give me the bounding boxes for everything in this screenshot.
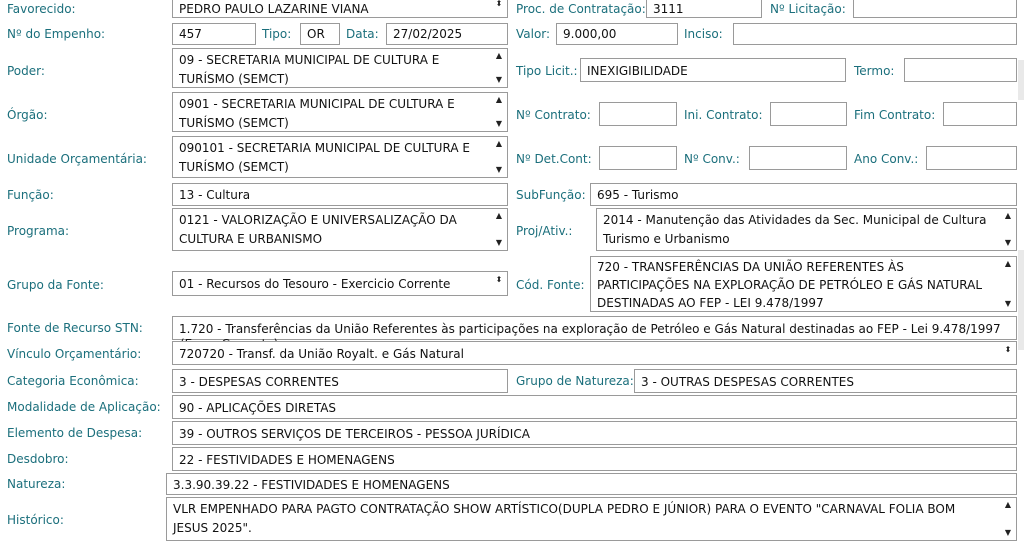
categoria-economica-field[interactable] bbox=[172, 369, 508, 393]
n-contrato-label: Nº Contrato: bbox=[516, 108, 591, 122]
subfuncao-value: 695 - Turismo bbox=[597, 188, 679, 202]
vinculo-orcamentario-field[interactable] bbox=[172, 341, 1017, 365]
tipo-licit-field[interactable] bbox=[580, 58, 846, 82]
tipo-licit-label: Tipo Licit.: bbox=[516, 64, 578, 78]
historico-value: VLR EMPENHADO PARA PAGTO CONTRATAÇÃO SHOW ARTÍSTICO(DUPLA PEDRO E JÚNIOR) PARA O EVENTO "CARNAVAL FOLIA BOM JESUS 2025". bbox=[173, 502, 956, 535]
funcao-value: 13 - Cultura bbox=[179, 188, 251, 202]
valor-label: Valor: bbox=[516, 27, 551, 41]
orgao-value: 0901 - SECRETARIA MUNICIPAL DE CULTURA E TURÍSMO (SEMCT) bbox=[179, 97, 455, 130]
programa-field[interactable] bbox=[172, 208, 508, 251]
tipo-licit-value: INEXIGIBILIDADE bbox=[587, 64, 688, 78]
grupo-natureza-label: Grupo de Natureza: bbox=[516, 374, 634, 388]
favorecido-spin-icon[interactable]: ⬍ bbox=[495, 0, 503, 8]
fonte-recurso-stn-field[interactable] bbox=[172, 316, 1017, 340]
unidade-orcamentaria-field[interactable] bbox=[172, 136, 508, 178]
unidade-orcamentaria-value: 090101 - SECRETARIA MUNICIPAL DE CULTURA E TURÍSMO (SEMCT) bbox=[179, 141, 470, 174]
historico-field[interactable] bbox=[166, 497, 1017, 541]
poder-label: Poder: bbox=[7, 64, 45, 78]
cod-fonte-scroll-down-icon[interactable]: ▼ bbox=[1004, 299, 1012, 308]
poder-scroll-down-icon[interactable]: ▼ bbox=[495, 75, 503, 84]
poder-scroll-up-icon[interactable]: ▲ bbox=[495, 51, 503, 60]
vinculo-orcamentario-value: 720720 - Transf. da União Royalt. e Gás Natural bbox=[179, 347, 464, 361]
categoria-economica-label: Categoria Econômica: bbox=[7, 374, 139, 388]
elemento-despesa-label: Elemento de Despesa: bbox=[7, 426, 143, 440]
tipo-field[interactable] bbox=[300, 23, 340, 45]
subfuncao-field[interactable] bbox=[590, 183, 1017, 206]
proj-ativ-field[interactable] bbox=[596, 208, 1017, 251]
n-det-cont-field[interactable] bbox=[599, 146, 677, 170]
valor-field[interactable] bbox=[556, 23, 678, 45]
proj-ativ-scroll-down-icon[interactable]: ▼ bbox=[1004, 238, 1012, 247]
modalidade-aplicacao-label: Modalidade de Aplicação: bbox=[7, 400, 161, 414]
vinculo-spin-icon[interactable]: ⬍ bbox=[1004, 345, 1012, 354]
proj-ativ-scroll-up-icon[interactable]: ▲ bbox=[1004, 211, 1012, 220]
unidade-orcamentaria-label: Unidade Orçamentária: bbox=[7, 152, 147, 166]
natureza-label: Natureza: bbox=[7, 477, 66, 491]
favorecido-value: PEDRO PAULO LAZARINE VIANA bbox=[179, 2, 369, 16]
ano-conv-label: Ano Conv.: bbox=[854, 152, 919, 166]
termo-field[interactable] bbox=[904, 58, 1017, 82]
programa-scroll-down-icon[interactable]: ▼ bbox=[495, 238, 503, 247]
natureza-value: 3.3.90.39.22 - FESTIVIDADES E HOMENAGENS bbox=[173, 478, 450, 492]
fim-contrato-label: Fim Contrato: bbox=[854, 108, 936, 122]
cod-fonte-field[interactable] bbox=[590, 256, 1017, 312]
programa-value: 0121 - VALORIZAÇÃO E UNIVERSALIZAÇÃO DA CULTURA E URBANISMO bbox=[179, 213, 457, 246]
desdobro-value: 22 - FESTIVIDADES E HOMENAGENS bbox=[179, 453, 395, 467]
programa-scroll-up-icon[interactable]: ▲ bbox=[495, 211, 503, 220]
window-edge bbox=[1018, 250, 1024, 350]
n-conv-field[interactable] bbox=[749, 146, 847, 170]
orgao-label: Órgão: bbox=[7, 108, 48, 122]
elemento-despesa-field[interactable] bbox=[172, 421, 1017, 445]
funcao-field[interactable] bbox=[172, 183, 508, 206]
grupo-fonte-value: 01 - Recursos do Tesouro - Exercicio Corrente bbox=[179, 277, 451, 291]
poder-field[interactable] bbox=[172, 48, 508, 88]
cod-fonte-label: Cód. Fonte: bbox=[516, 278, 585, 292]
tipo-value: OR bbox=[307, 27, 325, 41]
unidade-scroll-up-icon[interactable]: ▲ bbox=[495, 139, 503, 148]
historico-scroll-up-icon[interactable]: ▲ bbox=[1004, 500, 1012, 509]
proj-ativ-label: Proj/Ativ.: bbox=[516, 224, 573, 238]
modalidade-aplicacao-field[interactable] bbox=[172, 395, 1017, 419]
ano-conv-field[interactable] bbox=[926, 146, 1017, 170]
grupo-fonte-spin-icon[interactable]: ⬍ bbox=[495, 275, 503, 284]
vinculo-orcamentario-label: Vínculo Orçamentário: bbox=[7, 347, 142, 361]
desdobro-label: Desdobro: bbox=[7, 452, 69, 466]
data-field[interactable] bbox=[386, 23, 508, 45]
proc-contratacao-value: 3111 bbox=[653, 2, 684, 16]
subfuncao-label: SubFunção: bbox=[516, 188, 586, 202]
grupo-fonte-field[interactable] bbox=[172, 271, 508, 296]
data-label: Data: bbox=[346, 27, 379, 41]
inciso-field[interactable] bbox=[733, 23, 1017, 45]
proj-ativ-value: 2014 - Manutenção das Atividades da Sec. Municipal de Cultura Turismo e Urbanismo bbox=[603, 213, 987, 246]
ini-contrato-field[interactable] bbox=[770, 102, 847, 126]
programa-label: Programa: bbox=[7, 224, 70, 238]
historico-label: Histórico: bbox=[7, 513, 64, 527]
cod-fonte-scroll-up-icon[interactable]: ▲ bbox=[1004, 259, 1012, 268]
grupo-natureza-field[interactable] bbox=[634, 369, 1017, 393]
n-conv-label: Nº Conv.: bbox=[684, 152, 740, 166]
orgao-field[interactable] bbox=[172, 92, 508, 132]
window-edge bbox=[1018, 60, 1024, 100]
favorecido-label: Favorecido: bbox=[7, 2, 76, 16]
n-empenho-field[interactable] bbox=[172, 23, 256, 45]
tipo-label: Tipo: bbox=[262, 27, 292, 41]
funcao-label: Função: bbox=[7, 188, 54, 202]
elemento-despesa-value: 39 - OUTROS SERVIÇOS DE TERCEIROS - PESSOA JURÍDICA bbox=[179, 427, 530, 441]
categoria-economica-value: 3 - DESPESAS CORRENTES bbox=[179, 375, 339, 389]
inciso-label: Inciso: bbox=[684, 27, 723, 41]
n-det-cont-label: Nº Det.Cont: bbox=[516, 152, 592, 166]
orgao-scroll-down-icon[interactable]: ▼ bbox=[495, 119, 503, 128]
grupo-natureza-value: 3 - OUTRAS DESPESAS CORRENTES bbox=[641, 375, 854, 389]
modalidade-aplicacao-value: 90 - APLICAÇÕES DIRETAS bbox=[179, 401, 337, 415]
cod-fonte-value: 720 - TRANSFERÊNCIAS DA UNIÃO REFERENTES ÀS PARTICIPAÇÕES NA EXPLORAÇÃO DE PETRÓLEO E GÁS NATURAL DESTINADAS AO FEP - LEI 9.478/1997 bbox=[597, 260, 983, 310]
poder-value: 09 - SECRETARIA MUNICIPAL DE CULTURA E TURÍSMO (SEMCT) bbox=[179, 53, 440, 86]
orgao-scroll-up-icon[interactable]: ▲ bbox=[495, 95, 503, 104]
termo-label: Termo: bbox=[854, 64, 895, 78]
proc-contratacao-label: Proc. de Contratação: bbox=[516, 2, 646, 16]
unidade-scroll-down-icon[interactable]: ▼ bbox=[495, 165, 503, 174]
historico-scroll-down-icon[interactable]: ▼ bbox=[1004, 528, 1012, 537]
grupo-fonte-label: Grupo da Fonte: bbox=[7, 278, 104, 292]
ini-contrato-label: Ini. Contrato: bbox=[684, 108, 763, 122]
favorecido-field[interactable] bbox=[172, 0, 508, 18]
fim-contrato-field[interactable] bbox=[943, 102, 1017, 126]
valor-value: 9.000,00 bbox=[563, 27, 617, 41]
fonte-recurso-stn-label: Fonte de Recurso STN: bbox=[7, 321, 143, 335]
desdobro-field[interactable] bbox=[172, 447, 1017, 471]
n-licitacao-label: Nº Licitação: bbox=[770, 2, 846, 16]
n-licitacao-field[interactable] bbox=[853, 0, 1017, 18]
fonte-recurso-stn-value: 1.720 - Transferências da União Referentes às participações na exploração de Petróleo e Gás Natural destinadas ao FEP - Lei 9.478/1997 bbox=[179, 322, 1001, 336]
natureza-field[interactable] bbox=[166, 473, 1017, 495]
proc-contratacao-field[interactable] bbox=[646, 0, 762, 18]
n-contrato-field[interactable] bbox=[599, 102, 677, 126]
n-empenho-value: 457 bbox=[179, 27, 202, 41]
n-empenho-label: Nº do Empenho: bbox=[7, 27, 106, 41]
data-value: 27/02/2025 bbox=[393, 27, 463, 41]
